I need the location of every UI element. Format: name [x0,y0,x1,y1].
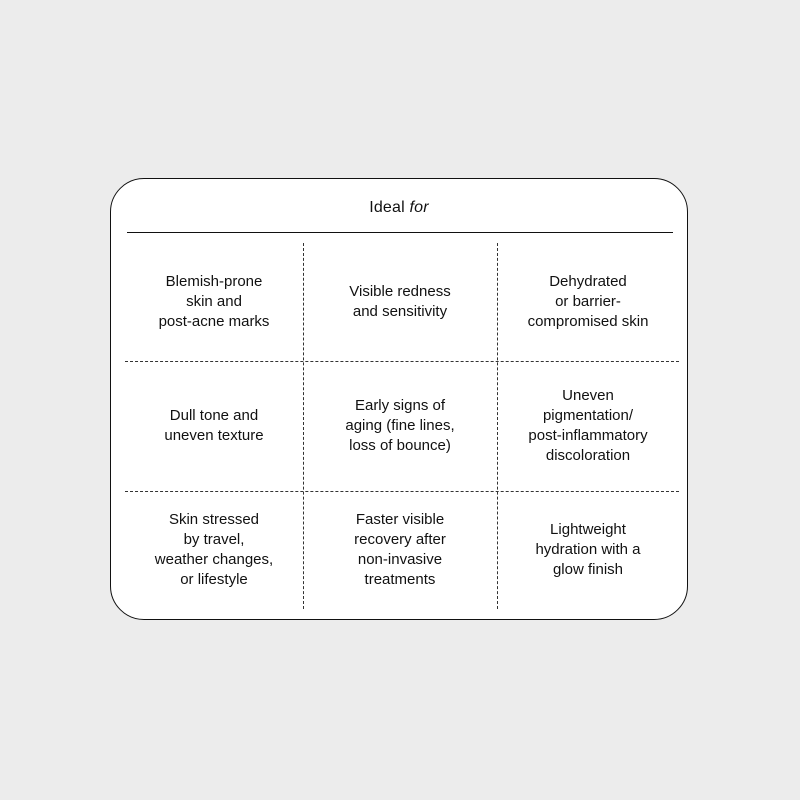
grid-cell [125,243,303,361]
cell-text: Dehydrated or barrier- compromised skin [527,273,649,330]
grid-cell [125,491,303,609]
ideal-for-card [110,178,688,620]
cell-text: Blemish-prone skin and post-acne marks [158,273,270,330]
title-divider [127,232,673,233]
cell-text: Early signs of aging (fine lines, loss of bounce) [345,397,455,454]
cell-text: Faster visible recovery after non-invasive treatments [354,511,446,588]
grid-cell [303,361,497,491]
grid-cell [303,243,497,361]
cell-text: Uneven pigmentation/ post-inflammatory discoloration [528,387,648,464]
grid-cell [497,361,679,491]
cell-text: Lightweight hydration with a glow finish [535,521,641,578]
cell-text: Visible redness and sensitivity [349,283,451,320]
grid-cell [497,491,679,609]
cell-text: Dull tone and uneven texture [164,407,264,444]
grid-cell [497,243,679,361]
card-title-main: Ideal [369,199,410,216]
grid-cell [125,361,303,491]
grid-cell [303,491,497,609]
card-title [111,199,687,217]
suitability-grid [125,243,679,609]
card-title-emphasis: for [409,199,429,216]
cell-text: Skin stressed by travel, weather changes, or lifestyle [154,511,274,588]
